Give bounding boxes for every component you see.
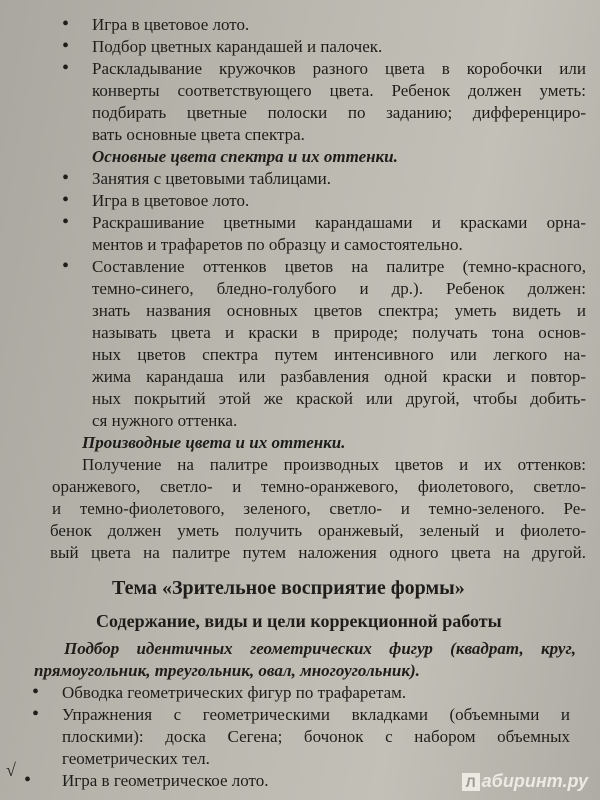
watermark-text: абиринт.ру: [481, 771, 588, 791]
text-line: Игра в геометрическое лото.: [62, 771, 269, 790]
subheading: Производные цвета и их оттенки.: [82, 433, 346, 452]
text-line: конверты соответствующего цвета. Ребенок должен уметь:: [92, 81, 586, 100]
subheading: прямоугольник, треугольник, овал, многоугольник).: [34, 661, 420, 680]
text-line: ных цветов спектра путем интенсивного или легкого на-: [92, 345, 586, 364]
text-line: жима карандаша или разбавления одной краски и повтор-: [92, 367, 586, 386]
margin-check-mark: √: [6, 760, 16, 780]
bullet: •: [62, 167, 70, 189]
text-line: Составление оттенков цветов на палитре (темно-красного,: [92, 257, 586, 276]
text-line: темно-синего, бледно-голубого и др.). Ребенок должен:: [92, 279, 586, 298]
bullet: •: [62, 57, 70, 79]
text-line: Игра в цветовое лото.: [92, 191, 250, 210]
text-line: Обводка геометрических фигур по трафаретам.: [62, 683, 407, 702]
bullet: •: [32, 681, 40, 703]
label-icon: Л: [462, 773, 480, 791]
text-line: называть цвета и краски в природе; получать тона основ-: [92, 323, 586, 342]
text-line: и темно-фиолетового, зеленого, светло- и темно-зеленого. Ре-: [52, 499, 586, 518]
text-line: Подбор цветных карандашей и палочек.: [92, 37, 383, 56]
text-line: ных покрытий этой же краской или другой, чтобы добить-: [92, 389, 586, 408]
text-line: Занятия с цветовыми таблицами.: [92, 169, 331, 188]
text-line: подбирать цветные полоски по заданию; дифференциро-: [92, 103, 586, 122]
subheading: Основные цвета спектра и их оттенки.: [92, 147, 398, 166]
bullet: •: [62, 211, 70, 233]
text-line: знать названия основных цветов спектра; уметь видеть и: [92, 301, 586, 320]
section-title: Тема «Зрительное восприятие формы»: [112, 577, 465, 599]
watermark: [462, 771, 588, 792]
text-line: бенок должен уметь получить оранжевый, зеленый и фиолето-: [50, 521, 586, 540]
text-line: плоскими): доска Сегена; бочонок с набором объемных: [62, 727, 570, 746]
text-line: оранжевого, светло- и темно-оранжевого, фиолетового, светло-: [52, 477, 586, 496]
text-line: Упражнения с геометрическими вкладками (объемными и: [62, 705, 570, 724]
text-line: Раскладывание кружочков разного цвета в коробочки или: [92, 59, 586, 78]
text-line: Получение на палитре производных цветов и их оттенков:: [82, 455, 586, 474]
text-line: вый цвета на палитре путем наложения одного цвета на другой.: [50, 543, 586, 562]
section-subtitle: Содержание, виды и цели коррекционной работы: [96, 611, 502, 631]
text-line: вать основные цвета спектра.: [92, 125, 305, 144]
text-line: ментов и трафаретов по образцу и самостоятельно.: [92, 235, 463, 254]
bullet: •: [62, 13, 70, 35]
text-line: ся нужного оттенка.: [92, 411, 238, 430]
bullet: •: [62, 255, 70, 277]
bullet: •: [62, 35, 70, 57]
text-line: геометрических тел.: [62, 749, 210, 768]
bullet: •: [62, 189, 70, 211]
text-line: Игра в цветовое лото.: [92, 15, 250, 34]
bullet: •: [32, 703, 40, 725]
text-line: Раскрашивание цветными карандашами и красками орна-: [92, 213, 586, 232]
bullet: •: [24, 769, 32, 791]
subheading: Подбор идентичных геометрических фигур (квадрат, круг,: [64, 639, 576, 658]
